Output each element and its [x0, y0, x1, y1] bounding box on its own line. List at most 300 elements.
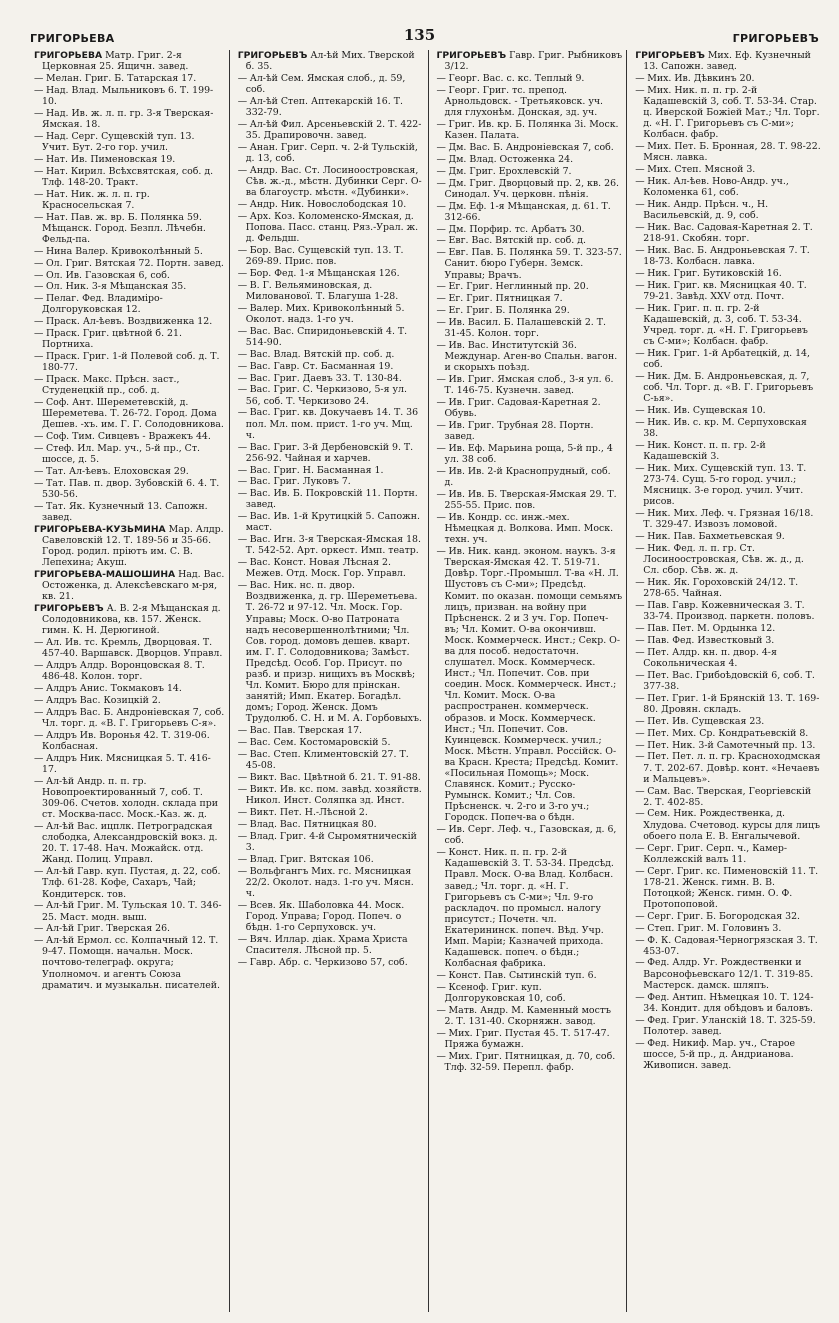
entry-text: Вас. Влад. Вятскій пр. соб. д. — [249, 348, 395, 360]
entry-dash: — — [237, 244, 248, 256]
entry-text: Анан. Григ. Серп. ч. 2-й Тульскій, д. 13, соб. — [245, 141, 418, 165]
directory-entry — [236, 245, 424, 267]
directory-entry — [236, 361, 424, 372]
entry-surname: ГРИГОРЬЕВЪ — [34, 603, 104, 615]
entry-text: Тат. Як. Кузнечный 13. Сапожн. завед. — [42, 500, 208, 524]
entry-dash: — — [34, 821, 44, 833]
entry-dash: — — [34, 245, 44, 257]
entry-dash: — — [237, 118, 248, 130]
entry-text: Праск. Григ. цвѣтной б. 21. Портниха. — [42, 328, 182, 351]
entry-dash: — — [237, 372, 248, 384]
directory-entry — [32, 866, 225, 899]
entry-dash: — — [635, 808, 645, 820]
entry-text: Пав. Фед. Известковый 3. — [647, 634, 775, 646]
entry-dash: — — [237, 557, 248, 569]
entry-text: Вас. Вас. Спиридоньевскій 4. Т. 514-90. — [245, 325, 408, 348]
entry-text: Ив. Григ. Трубная 28. Портн. завед. — [444, 420, 594, 443]
directory-entry — [435, 178, 623, 200]
entry-dash: — — [436, 982, 446, 993]
entry-text: Вас. Игн. 3-я Тверская-Ямская 18. Т. 542-52. Арт. оркест. Имп. театр. — [245, 534, 421, 557]
entry-dash: — — [635, 623, 645, 635]
directory-entry — [435, 824, 623, 846]
entry-text: Вас. Ив. 1-й Крутицкій 5. Сапожн. маст. — [245, 511, 420, 534]
directory-entry — [435, 281, 623, 292]
directory-entry — [32, 753, 225, 775]
entry-dash: — — [635, 221, 645, 233]
entry-dash: — — [34, 328, 44, 340]
entry-dash: — — [436, 293, 446, 305]
directory-entry — [236, 349, 424, 360]
entry-text: Ег. Григ. Пятницкая 7. — [448, 293, 563, 305]
directory-entry — [32, 707, 225, 729]
directory-entry — [32, 108, 225, 130]
entry-dash: — — [436, 200, 446, 212]
entry-dash: — — [436, 84, 446, 96]
column-2 — [229, 50, 428, 1312]
entry-dash: — — [237, 464, 248, 476]
entry-text: Мелан. Григ. Б. Татарская 17. — [46, 72, 197, 84]
entry-text: Ник. Григ. кв. Мясницкая 40. Т. 79-21. Завѣд. XXV отд. Почт. — [643, 279, 807, 302]
entry-text: Ол. Григ. Вятская 72. Портн. завед. — [46, 257, 224, 269]
entry-dash: — — [635, 646, 645, 658]
entry-text: Пет. Ив. Сущевская 23. — [647, 715, 765, 727]
entry-dash: — — [34, 316, 44, 328]
entry-text: Георг. Вас. с. кс. Теплый 9. — [448, 72, 585, 84]
directory-entry — [32, 524, 225, 568]
entry-text: Ив. Ник. канд. эконом. наукъ. 3-я Тверская-Ямская 42. Т. 519-71. Довѣр. Торг.-Промышл. Т-ва «Н. Л. Шустовъ съ С-ми»; Предсѣд. Комит. по оказан. помощи семьямъ лицъ, призван. на войну при Прѣсненск. 2 и 3 уч. Гор. Попеч-въ; Чл. Комит. О-ва окончивш. Моск. Коммерческ. Инст.; Секр. О-ва для пособ. недостаточн. слушател. Моск. Коммерческ. Инст.; Чл. Попечит. Сов. при соедин. Моск. Коммерческ. Инст.; Чл. Комит. Моск. О-ва распространен. коммерческ. образов. и Моск. Коммерческ. Инст.; Чл. Попечит. Сов. Куинцевск. Коммерческ. учил.; Моск. Мѣстн. Управл. Россійск. О-ва Красн. Креста; Предсѣд. Комит. «Посильная Помощь»; Моск. Славянск. Комит.; Русско-Румынск. Комит.; Чл. Сов. Прѣсненск. ч. 2-го и 3-го уч.; Городск. Попеч-ва о бѣдн. — [444, 546, 623, 824]
entry-text: Ив. Ив. 2-й Краснопрудный, соб. д. — [444, 466, 611, 489]
entry-text: Ол. Ив. Газовская 6, соб. — [46, 269, 170, 281]
directory-entry — [32, 351, 225, 373]
directory-entry — [236, 534, 424, 556]
entry-text: Над. Вас. Остоженка, д. Алексѣевскаго м-ря, кв. 21. — [42, 569, 225, 603]
entry-text: Праск. Ал-ѣевъ. Воздвиженка 12. — [46, 316, 213, 328]
directory-entry — [236, 488, 424, 510]
entry-text: Вас. Ник. нс. п. двор. Воздвиженка, д. гр. Шереметьева. Т. 26-72 и 97-12. Чл. Моск. Гор. Управы; Моск. О-во Патроната надъ несовершеннолѣтними; Чл. Сов. город. домовъ дешев. кварт. им. Г. Г. Солодовникова; Замѣст. Предсѣд. Особ. Гор. Присут. по разб. и призр. нищихъ въ Москвѣ; Чл. Комит. Бюро для прінскан. занятій; Имп. Екатер. Богадѣл. домъ; Город. Женск. Домъ Трудолюб. С. Н. и М. А. Горбовыхъ. — [245, 580, 422, 725]
entry-text: Ник. Як. Гороховскій 24/12. Т. 278-65. Чайная. — [643, 577, 799, 600]
entry-dash: — — [635, 267, 645, 279]
entry-text: Ксеноф. Григ. куп. Долгоруковская 10, соб. — [444, 982, 566, 1005]
entry-dash: — — [436, 305, 446, 317]
page-number: 135 — [403, 26, 436, 44]
entry-text: Пав. Пет. М. Ордынка 12. — [647, 623, 776, 635]
entry-dash: — — [237, 772, 248, 784]
entry-dash: — — [34, 776, 44, 787]
directory-entry — [32, 281, 225, 292]
entry-dash: — — [635, 508, 645, 520]
entry-text: Влад. Григ. Вятская 106. — [249, 853, 374, 865]
entry-text: Георг. Григ. тс. препод. Арнольдовск. - Третьяковск. уч. для глухонѣм. Донская, зд. уч. — [444, 84, 604, 119]
entry-text: Влад. Вас. Пятницкая 80. — [249, 818, 377, 830]
entry-dash: — — [635, 842, 645, 854]
directory-entry — [32, 131, 225, 153]
entry-surname: ГРИГОРЬЕВА — [34, 50, 103, 61]
entry-dash: — — [237, 360, 248, 372]
running-head-left: ГРИГОРЬЕВА — [30, 32, 115, 45]
entry-text: Вас. Григ. Луковъ 7. — [249, 476, 351, 488]
entry-dash: — — [237, 407, 248, 419]
entry-text: Праск. Макс. Прѣсн. заст., Студенецкій пр., соб. д. — [42, 374, 180, 397]
directory-entry — [633, 866, 821, 910]
entry-dash: — — [237, 441, 248, 453]
directory-entry — [32, 730, 225, 752]
entry-text: Пет. Алдр. кн. п. двор. 4-я Сокольническая 4. — [643, 646, 777, 669]
entry-text: Вас. Конст. Новая Лѣсная 2. Межев. Отд. Моск. Гор. Управл. — [245, 557, 406, 580]
entry-text: А. В. 2-я Мѣщанская д. Солодовникова, кв. 157. Женск. гимн. К. Н. Дерюгиной. — [42, 603, 221, 637]
directory-entry — [633, 693, 821, 715]
entry-dash: — — [34, 165, 44, 177]
column-1 — [30, 50, 229, 1312]
entry-text: Серг. Григ. Серп. ч., Камер-Коллежскій валъ 11. — [643, 842, 788, 865]
entry-text: Ив. Григ. Ямская слоб., 3-я ул. 6. Т. 146-75. Кузнечн. завед. — [444, 374, 614, 397]
entry-dash: — — [635, 922, 645, 934]
entry-dash: — — [635, 785, 645, 797]
directory-entry — [435, 73, 623, 84]
directory-entry — [633, 670, 821, 692]
entry-text: Ал-ѣй Степ. Аптекарскій 16. Т. 332-79. — [245, 95, 403, 119]
entry-text: Нат. Пав. ж. вр. Б. Полянка 59. Мѣщанск. Город. Безпл. Лѣчебн. Фельд-па. — [42, 211, 206, 245]
entry-text: Матв. Андр. М. Каменный мостъ 2. Т. 131-40. Скорняжн. завод. — [444, 1004, 611, 1028]
entry-dash: — — [237, 95, 248, 107]
entry-dash: — — [635, 865, 645, 877]
directory-entry — [236, 303, 424, 325]
entry-text: Вяч. Иллар. діак. Храма Христа Спасителя. Лѣсной пр. 5. — [245, 933, 408, 956]
entry-text: Ник. Пав. Бахметьевская 9. — [647, 531, 785, 543]
entry-text: Соф. Тим. Сивцевъ - Вражекъ 44. — [46, 431, 211, 443]
directory-entry — [236, 211, 424, 244]
entry-dash: — — [237, 141, 248, 153]
entry-text: Ал. Ив. тс. Кремль, Дворцовая. Т. 457-40. Варшавск. Дворцов. Управл. — [42, 637, 223, 660]
entry-text: Сам. Вас. Тверская, Георгіевскій 2. Т. 402-85. — [643, 785, 812, 808]
entry-dash: — — [436, 847, 446, 859]
entry-text: Конст. Пав. Сытинскій туп. 6. — [448, 970, 597, 982]
entry-text: Ник. Ив. с. кр. М. Серпуховская 38. — [643, 416, 807, 440]
entry-dash: — — [436, 141, 446, 153]
directory-entry — [633, 348, 821, 370]
entry-dash: — — [34, 707, 44, 719]
page-header — [0, 0, 839, 48]
entry-text: Ал-ѣй Фил. Арсеньевскій 2. Т. 422-35. Драпировочн. завед. — [245, 118, 422, 142]
entry-dash: — — [635, 715, 645, 727]
directory-entry — [633, 508, 821, 530]
entry-text: Ал-ѣй Ермол. сс. Колпачный 12. Т. 9-47. Помощн. начальн. Моск. почтово-телеграф. округа; Уполномоч. и агентъ Союза драматич. и музыкальн. писателей. — [42, 935, 220, 991]
entry-dash: — — [436, 281, 446, 293]
entry-text: Нат. Ник. ж. л. п. гр. Красносельская 7. — [42, 188, 150, 211]
directory-entry — [32, 637, 225, 659]
directory-entry — [32, 935, 225, 990]
entry-dash: — — [436, 223, 446, 235]
entry-text: Пет. Григ. 1-й Брянскій 13. Т. 169-80. Дровян. складъ. — [643, 692, 820, 715]
entry-text: Алдръ Алдр. Воронцовская 8. Т. 486-48. Колон. торг. — [42, 660, 205, 683]
entry-text: Ив. Серг. Леф. ч., Газовская, д. 6, соб. — [444, 824, 617, 847]
entry-dash: — — [237, 72, 248, 84]
entry-dash: — — [635, 199, 645, 210]
entry-text: Гавр. Абр. с. Черкизово 57, соб. — [249, 956, 408, 968]
directory-entry — [633, 923, 821, 934]
entry-text: Мар. Алдр. Савеловскій 12. Т. 189-56 и 35-66. Город. родил. пріютъ им. С. В. Лепехина; Акуш. — [42, 523, 224, 569]
directory-entry — [633, 50, 821, 72]
entry-text: Алдръ Вас. Б. Андроніевская 7, соб. Чл. торг. д. «В. Г. Григорьевъ С-я». — [42, 707, 225, 730]
directory-columns — [30, 50, 825, 1312]
entry-text: Вас. Сем. Костомаровскій 5. — [249, 737, 391, 749]
entry-text: Ник. Дм. Б. Андроньевская, д. 7, соб. Чл. Торг. д. «В. Г. Григорьевъ С-ья». — [643, 370, 814, 405]
entry-text: Алдръ Ник. Мясницкая 5. Т. 416-17. — [42, 753, 211, 776]
entry-text: Евг. Вас. Вятскій пр. соб. д. — [448, 235, 586, 247]
entry-text: Над. Ив. ж. л. п. гр. 3-я Тверская-Ямская. 18. — [42, 107, 214, 130]
directory-entry — [32, 50, 225, 72]
entry-dash: — — [34, 431, 44, 443]
entry-dash: — — [635, 164, 645, 176]
directory-entry — [32, 501, 225, 523]
directory-entry — [236, 199, 424, 210]
entry-dash: — — [34, 72, 44, 84]
directory-entry — [435, 1051, 623, 1073]
directory-entry — [32, 374, 225, 396]
entry-text: Пав. Гавр. Кожевническая 3. Т. 33-74. Производ. паркетн. половъ. — [643, 600, 815, 623]
directory-entry — [236, 957, 424, 968]
directory-entry — [32, 154, 225, 165]
entry-text: Ал-ѣй Гавр. куп. Пустая, д. 22, соб. Тлф. 61-28. Кофе, Сахаръ, Чай; Кондитерск. тов. — [42, 866, 221, 900]
running-head-right: ГРИГОРЬЕВЪ — [732, 32, 819, 45]
directory-entry — [435, 443, 623, 465]
entry-text: Всев. Як. Шаболовка 44. Моск. Город. Управа; Город. Попеч. о бѣдн. 1-го Серпуховск. уч. — [245, 899, 405, 933]
entry-dash: — — [237, 956, 248, 968]
directory-entry — [32, 923, 225, 934]
column-3 — [428, 50, 627, 1312]
directory-entry — [633, 957, 821, 990]
directory-entry — [236, 511, 424, 533]
directory-entry — [633, 935, 821, 957]
entry-dash: — — [635, 739, 645, 751]
directory-entry — [236, 442, 424, 464]
entry-text: Ив. Кондр. сс. инж.-мех. Нѣмецкая д. Волкова. Имп. Моск. техн. уч. — [444, 512, 614, 546]
entry-dash: — — [237, 853, 248, 865]
directory-entry — [435, 85, 623, 118]
directory-entry — [633, 268, 821, 279]
entry-text: Тат. Пав. п. двор. Зубовскій 6. 4. Т. 530-56. — [42, 478, 220, 501]
entry-dash: — — [436, 420, 446, 432]
directory-entry — [633, 635, 821, 646]
entry-text: Ник. Мих. Леф. ч. Грязная 16/18. Т. 329-47. Извозъ ломовой. — [643, 508, 814, 531]
entry-text: Алдръ Анис. Токмаковъ 14. — [46, 683, 182, 695]
entry-dash: — — [237, 818, 248, 830]
entry-surname: ГРИГОРЬЕВА-КУЗЬМИНА — [34, 523, 166, 535]
directory-entry — [633, 531, 821, 542]
entry-text: Мих. Григ. Пустая 45. Т. 517-47. Пряжа бумажн. — [444, 1027, 610, 1051]
entry-dash: — — [34, 753, 44, 765]
directory-entry — [435, 317, 623, 339]
entry-dash: — — [237, 476, 248, 488]
entry-dash: — — [237, 302, 248, 314]
directory-entry — [633, 371, 821, 404]
entry-dash: — — [34, 188, 44, 200]
entry-dash: — — [436, 466, 446, 478]
directory-entry — [435, 397, 623, 419]
directory-entry — [32, 478, 225, 500]
entry-text: Ник. Мих. Сущевскій туп. 13. Т. 273-74. Сущ. 5-го город. учил.; Мясницк. 3-е город. учил. Учит. рисов. — [643, 462, 807, 508]
directory-entry — [236, 900, 424, 933]
directory-entry — [633, 164, 821, 175]
entry-dash: — — [34, 478, 44, 489]
directory-entry — [435, 166, 623, 177]
entry-text: Викт. Вас. Цвѣтной б. 21. Т. 91-88. — [249, 772, 421, 784]
entry-dash: — — [436, 397, 446, 409]
directory-entry — [32, 776, 225, 820]
directory-entry — [633, 222, 821, 244]
directory-entry — [236, 725, 424, 736]
directory-entry — [236, 465, 424, 476]
directory-entry — [633, 808, 821, 841]
directory-entry — [435, 512, 623, 545]
entry-dash: — — [237, 210, 248, 222]
directory-entry — [236, 934, 424, 956]
entry-dash: — — [635, 669, 645, 681]
directory-entry — [633, 405, 821, 416]
directory-entry — [236, 50, 424, 72]
entry-text: Валер. Мих. Кривоколѣнный 5. Околот. надз. 1-го уч. — [245, 302, 405, 325]
entry-text: Ив. Ив. Б. Тверская-Ямская 29. Т. 255-55. Прис. пов. — [444, 489, 617, 512]
entry-dash: — — [436, 165, 446, 177]
entry-dash: — — [237, 511, 248, 523]
entry-text: Тат. Ал-ѣевъ. Елоховская 29. — [46, 466, 189, 478]
entry-dash: — — [436, 546, 446, 558]
directory-entry — [32, 660, 225, 682]
directory-entry — [32, 683, 225, 694]
directory-entry — [633, 543, 821, 576]
entry-text: Вас. Пав. Тверская 17. — [249, 725, 363, 737]
entry-text: Мих. Ник. п. п. гр. 2-й Кадашевскій 3, соб. Т. 53-34. Стар. ц. Иверской Божіей Мат.; Чл. Торг. д. «Н. Г. Григорьевъ съ С-ми»; Колбасн. фабр. — [643, 84, 820, 141]
entry-text: Ник. Григ. п. п. гр. 2-й Кадашевскій, д. 3, соб. Т. 53-34. Учред. торг. д. «Н. Г. Григорьевъ съ С-ми»; Колбасн. фабр. — [643, 302, 808, 348]
entry-dash: — — [635, 348, 645, 359]
entry-text: Пет. Вас. Грибоѣдовскій 6, соб. Т. 377-38. — [643, 669, 815, 692]
entry-text: Вас. Григ. 3-й Дербеновскій 9. Т. 256-92. Чайная и харчев. — [245, 441, 414, 464]
entry-text: Арх. Коз. Коломенско-Ямская, д. Попова. Пасс. станц. Ряз.-Урал. ж. д. Фельдш. — [245, 210, 419, 245]
entry-dash: — — [436, 235, 446, 247]
directory-entry — [32, 603, 225, 636]
entry-text: Ал-ѣй Мих. Тверской б. 35. — [245, 50, 415, 73]
entry-text: Ив. Еф. Марьина роща, 5-й пр., 4 ул. 38 соб. — [444, 443, 613, 466]
directory-entry — [32, 328, 225, 350]
entry-text: Над. Серг. Сущевскій туп. 13. Учит. Бут. 2-го гор. учил. — [42, 130, 195, 153]
directory-entry — [435, 201, 623, 223]
directory-entry — [32, 466, 225, 477]
entry-dash: — — [635, 1014, 645, 1026]
entry-text: Бор. Фед. 1-я Мѣщанская 126. — [249, 267, 400, 279]
entry-text: Степ. Григ. М. Головинъ 3. — [647, 922, 782, 934]
entry-text: Вольфгангъ Мих. гс. Мясницкая 22/2. Околот. надз. 1-го уч. Мясн. ч. — [245, 865, 414, 899]
directory-entry — [633, 786, 821, 808]
entry-dash: — — [237, 749, 248, 761]
directory-entry — [32, 695, 225, 706]
entry-surname: ГРИГОРЬЕВЪ — [237, 50, 308, 61]
directory-entry — [633, 440, 821, 462]
entry-dash: — — [436, 118, 446, 130]
directory-entry — [236, 831, 424, 853]
entry-dash: — — [237, 830, 248, 842]
entry-text: Ник. Вас. Садовая-Каретная 2. Т. 218-91. Скобян. торг. — [643, 221, 813, 245]
entry-dash: — — [237, 725, 248, 737]
directory-entry — [236, 165, 424, 198]
entry-dash: — — [635, 416, 645, 428]
entry-dash: — — [34, 730, 44, 742]
entry-text: Влад. Григ. 4-й Сыромятническій 3. — [245, 830, 417, 853]
directory-entry — [435, 224, 623, 235]
directory-entry — [633, 245, 821, 267]
directory-entry — [633, 1015, 821, 1037]
entry-dash: — — [635, 439, 645, 451]
entry-dash: — — [635, 991, 645, 1003]
directory-entry — [236, 807, 424, 818]
entry-dash: — — [436, 443, 446, 455]
entry-text: Гавр. Григ. Рыбниковъ 3/12. — [444, 50, 623, 73]
entry-dash: — — [635, 405, 645, 417]
directory-entry — [32, 85, 225, 107]
directory-entry — [236, 737, 424, 748]
entry-text: Ник. Вас. Б. Андроньевская 7. Т. 18-73. Колбасн. лавка. — [643, 244, 810, 268]
entry-dash: — — [237, 865, 248, 877]
column-4 — [626, 50, 825, 1312]
entry-dash: — — [436, 824, 446, 836]
entry-dash: — — [436, 317, 446, 329]
directory-entry — [435, 305, 623, 316]
entry-text: Мих. Еф. Кузнечный 13. Сапожн. завед. — [643, 50, 811, 73]
entry-text: Дм. Порфир. тс. Арбатъ 30. — [448, 223, 585, 235]
directory-entry — [435, 247, 623, 280]
entry-text: Ал-ѣй Вас. ицплк. Петроградская слободка, Александровскій вокз. д. 20. Т. 17-48. Нач. Можайск. отд. Жанд. Полиц. Управл. — [42, 821, 218, 866]
entry-text: Григ. Ив. кр. Б. Полянка 3і. Моск. Казен. Палата. — [444, 118, 619, 142]
entry-text: Серг. Григ. Б. Богородская 32. — [647, 910, 801, 922]
entry-text: Соф. Ант. Шереметевскій, д. Шереметева. Т. 26-72. Город. Дома Дешев. -хъ. им. Г. Г. Солодовникова. — [42, 397, 224, 431]
directory-entry — [633, 1038, 821, 1071]
entry-text: Нат. Ив. Пименовская 19. — [46, 153, 176, 165]
entry-dash: — — [436, 177, 446, 189]
entry-dash: — — [436, 340, 446, 352]
directory-entry — [633, 843, 821, 865]
entry-dash: — — [635, 934, 645, 946]
entry-dash: — — [237, 933, 248, 945]
entry-dash: — — [34, 257, 44, 269]
directory-entry — [236, 268, 424, 279]
entry-text: Вас. Григ. С. Черкизово, 5-я ул. 56, соб. Т. Черкизово 24. — [245, 384, 407, 407]
directory-entry — [32, 258, 225, 269]
directory-entry — [32, 166, 225, 188]
entry-text: Фед. Антип. Нѣмецкая 10. Т. 124-34. Кондит. для обѣдовъ и баловъ. — [643, 991, 814, 1014]
entry-text: Викт. Пет. Н.-Лѣсной 2. — [249, 806, 368, 818]
entry-text: Ол. Ник. 3-я Мѣщанская 35. — [46, 281, 187, 293]
entry-text: Ив. Григ. Садовая-Каретная 2. Обувь. — [444, 397, 601, 420]
entry-text: Мих. Григ. Пятницкая, д. 70, соб. Тлф. 32-59. Перепл. фабр. — [444, 1050, 616, 1074]
directory-entry — [236, 557, 424, 579]
entry-dash: — — [635, 279, 645, 291]
directory-entry — [435, 374, 623, 396]
directory-entry — [32, 443, 225, 465]
entry-dash: — — [635, 176, 645, 188]
directory-entry — [633, 577, 821, 599]
entry-text: Ник. Фед. л. п. гр. Ст. Лосиноостровская, Сѣв. ж. д., д. Сл. сбор. Сѣв. ж. д. — [643, 542, 804, 577]
entry-dash: — — [237, 325, 248, 337]
entry-dash: — — [635, 1037, 645, 1049]
entry-text: Дм. Григ. Ерохлевскій 7. — [448, 165, 572, 177]
entry-text: Ник. Конст. п. п. гр. 2-й Кадашевскій 3. — [643, 439, 766, 463]
entry-text: Ф. К. Садовая-Черногрязская 3. Т. 453-07. — [643, 934, 818, 957]
entry-dash: — — [237, 737, 248, 749]
entry-text: Ал-ѣй Григ. М. Тульская 10. Т. 346-25. Маст. модн. выш. — [42, 900, 222, 923]
directory-entry — [633, 417, 821, 439]
entry-surname: ГРИГОРЬЕВЪ — [436, 50, 507, 61]
entry-text: Алдръ Вас. Козицкій 2. — [46, 695, 161, 707]
entry-text: Праск. Григ. 1-й Полевой соб. д. Т. 180-77. — [42, 351, 220, 374]
entry-text: Ник. Ив. Сущевская 10. — [647, 405, 766, 417]
